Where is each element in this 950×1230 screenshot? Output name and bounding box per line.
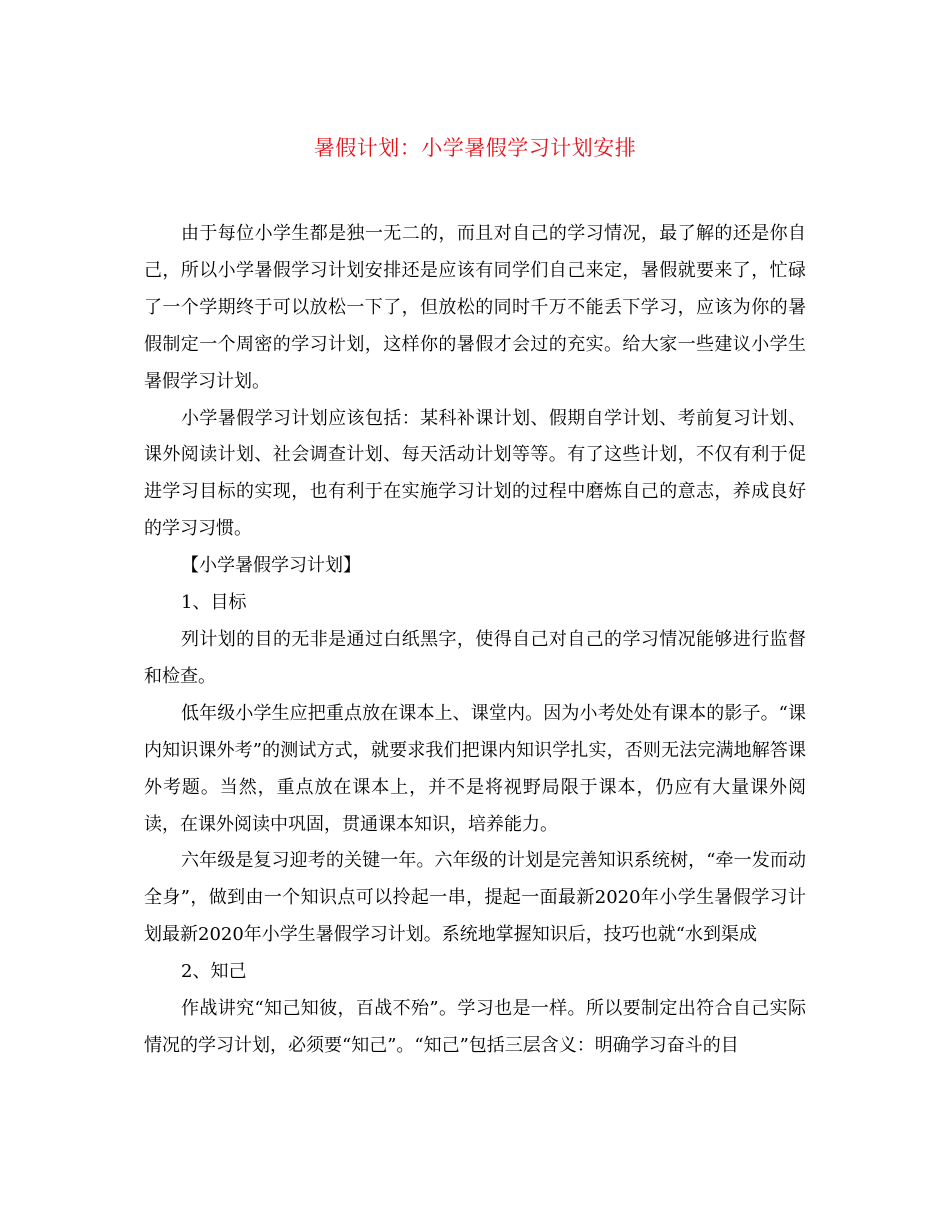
document-title: 暑假计划：小学暑假学习计划安排 [313, 136, 637, 160]
paragraph-intro: 由于每位小学生都是独一无二的，而且对自己的学习情况，最了解的还是你自己，所以小学暑假学习计划安排还是应该有同学们自己来定，暑假就要来了，忙碌了一个学期终于可以放松一下了，但放松的同时千万不能丢下学习，应该为你的暑假制定一个周密的学习计划，这样你的暑假才会过的充实。给大家一些建议小学生暑假学习计划。 [144, 223, 806, 392]
paragraph-sixth-grade: 六年级是复习迎考的关键一年。六年级的计划是完善知识系统树，“牵一发而动全身”，做到由一个知识点可以拎起一串，提起一面最新2020年小学生暑假学习计划最新2020年小学生暑假学习计划。系统地掌握知识后，技巧也就“水到渠成 [144, 850, 806, 946]
paragraph-plan-contents: 小学暑假学习计划应该包括：某科补课计划、假期自学计划、考前复习计划、课外阅读计划、社会调查计划、每天活动计划等等。有了这些计划，不仅有利于促进学习目标的实现，也有利于在实施学习计划的过程中磨炼自己的意志，养成良好的学习习惯。 [144, 407, 806, 540]
section-heading-plan: 【小学暑假学习计划】 [181, 555, 361, 577]
paragraph-know-yourself: 作战讲究“知己知彼，百战不殆”。学习也是一样。所以要制定出符合自己实际情况的学习计划，必须要“知己”。“知己”包括三层含义：明确学习奋斗的目 [144, 998, 806, 1056]
paragraph-goal-purpose: 列计划的目的无非是通过白纸黑字，使得自己对自己的学习情况能够进行监督和检查。 [144, 628, 806, 687]
section-heading-goal: 1、目标 [181, 592, 247, 614]
section-heading-know-yourself: 2、知己 [181, 961, 247, 983]
paragraph-lower-grades: 低年级小学生应把重点放在课本上、课堂内。因为小考处处有课本的影子。“课内知识课外考”的测试方式，就要求我们把课内知识学扎实，否则无法完满地解答课外考题。当然，重点放在课本上，并不是将视野局限于课本，仍应有大量课外阅读，在课外阅读中巩固，贯通课本知识，培养能力。 [144, 702, 806, 835]
document-body [144, 216, 806, 1065]
